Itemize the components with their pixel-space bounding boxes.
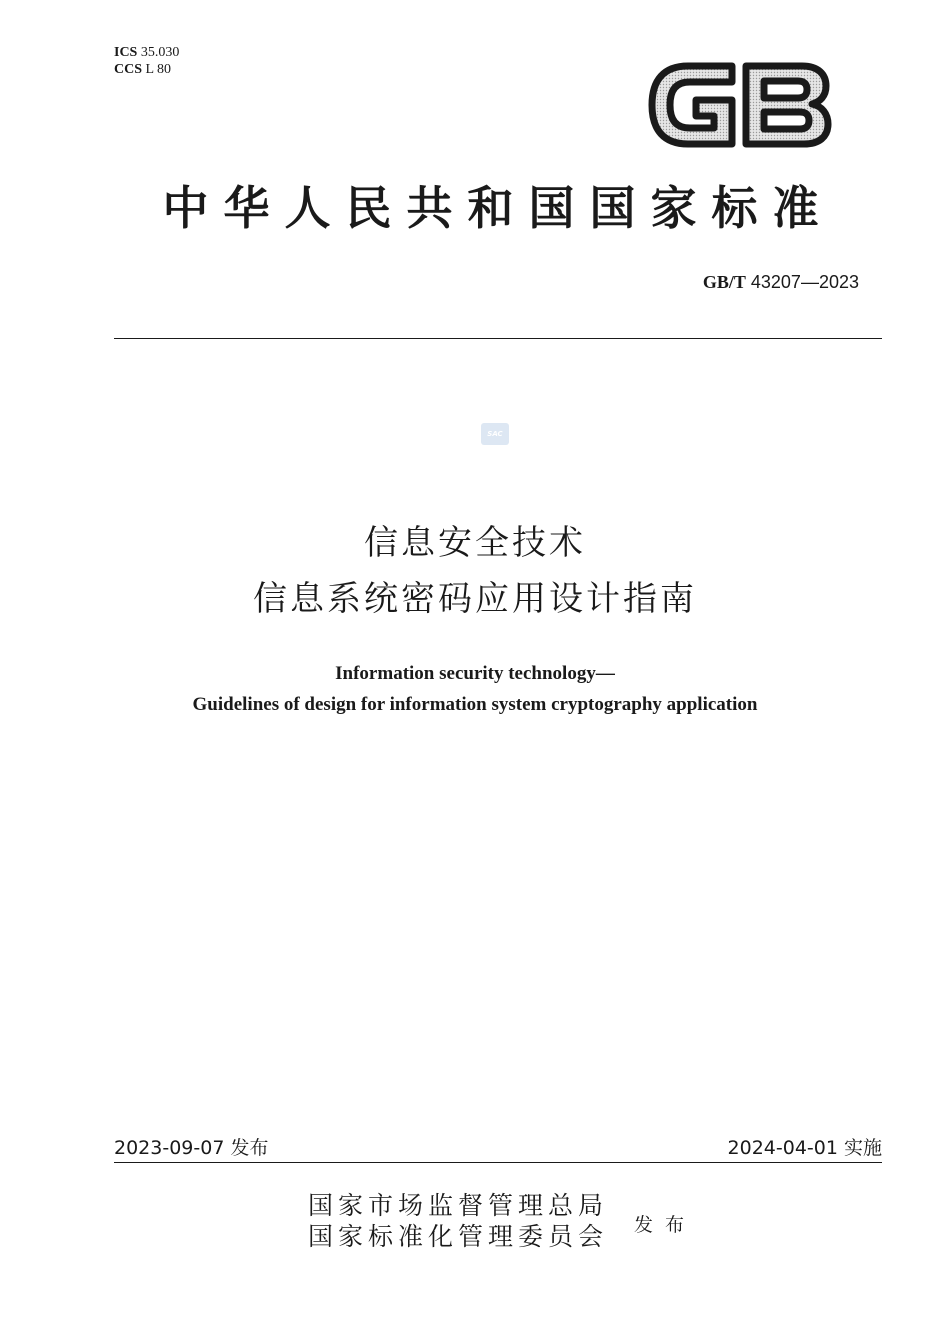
bottom-divider bbox=[114, 1162, 882, 1163]
issue-date: 2023-09-07 发布 bbox=[114, 1137, 269, 1159]
implement-date: 2024-04-01 实施 bbox=[727, 1137, 882, 1159]
title-zh-line1: 信息安全技术 bbox=[364, 523, 586, 563]
issuer-samr: 国家市场监督管理总局 bbox=[308, 1191, 609, 1220]
standard-prefix: GB/T bbox=[702, 272, 746, 292]
standard-number bbox=[703, 272, 859, 293]
title-zh-line2: 信息系统密码应用设计指南 bbox=[253, 579, 697, 619]
national-standard-title: 中华人民共和国国家标准 bbox=[162, 181, 834, 235]
title-en-line2: Guidelines of design for information system cryptography application bbox=[192, 694, 758, 715]
classification-codes bbox=[114, 44, 179, 78]
issuer-sac: 国家标准化管理委员会 bbox=[308, 1222, 609, 1251]
ccs-code: CCS L 80 bbox=[114, 62, 172, 77]
top-divider bbox=[114, 338, 882, 339]
publish-label: 发布 bbox=[634, 1214, 697, 1236]
ics-code: ICS 35.030 bbox=[114, 45, 180, 60]
gb-logo-icon bbox=[644, 56, 834, 154]
standard-code: 43207—2023 bbox=[750, 272, 859, 292]
sac-watermark-icon: SAC bbox=[481, 423, 509, 445]
title-en-line1: Information security technology— bbox=[335, 663, 615, 684]
